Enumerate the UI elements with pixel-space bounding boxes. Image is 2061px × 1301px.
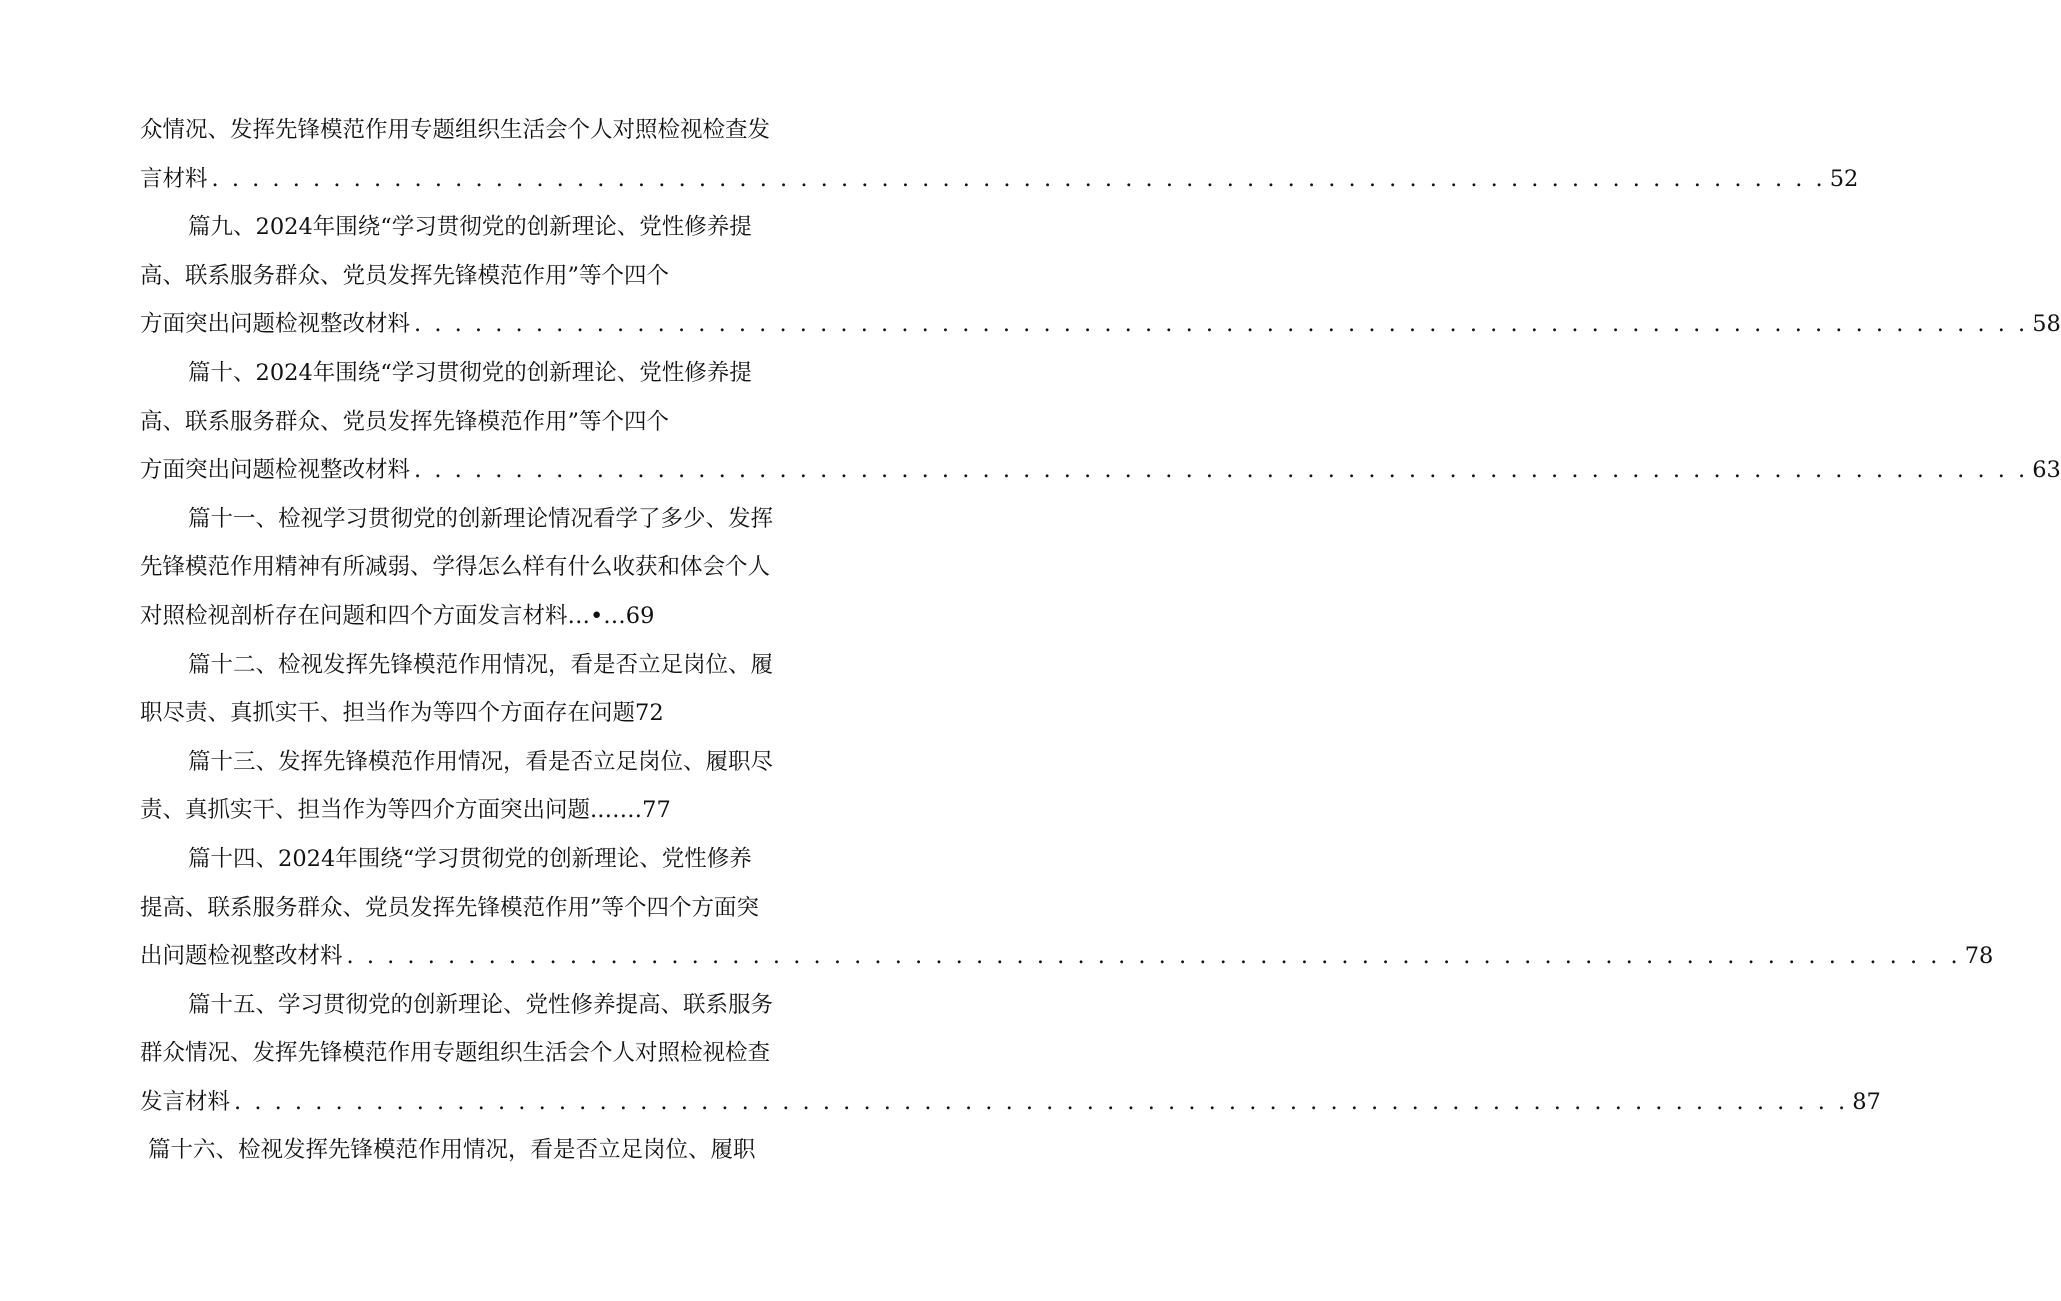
toc-entry-line: 高、联系服务群众、党员发挥先锋模范作用”等个四个 [140, 262, 670, 289]
toc-entry[interactable] [140, 738, 788, 835]
page-number: 52 [1829, 165, 1859, 192]
toc-entry-line: 篇九、2024年围绕“学习贯彻党的创新理论、党性修养提 [188, 214, 752, 241]
toc-entry-line: 篇十、2024年围绕“学习贯彻党的创新理论、党性修养提 [188, 359, 752, 386]
toc-entry-title-end: 方面突出问题检视整改材料 [140, 311, 411, 338]
toc-entry-line: 篇十六、检视发挥先锋模范作用情况，看是否立足岗位、履职 [148, 1137, 756, 1164]
toc-entry[interactable] [140, 349, 2061, 495]
toc-entry-line: 对照检视剖析存在问题和四个方面发言材料…•…69 [140, 602, 655, 629]
page-number: 78 [1964, 943, 1994, 970]
toc-entry-leader-line [140, 300, 2061, 349]
toc-entry-line: 责、真抓实干、担当作为等四介方面突出问题.……77 [140, 797, 671, 824]
table-of-contents [140, 106, 2061, 1175]
toc-entry[interactable] [140, 203, 2061, 349]
dot-leader: . . . . . . . . . . . . . . . . . . . . . . . . . . . . . . . . . . . . . . . . . . . . . . . . . . . . . . . . . . . . . . . . . . . . . . . . . . . . . . . . [211, 165, 1826, 192]
toc-entry-title-end: 言材料 [140, 165, 208, 192]
toc-entry-title-end: 方面突出问题检视整改材料 [140, 457, 411, 484]
toc-entry-line: 众情况、发挥先锋模范作用专题组织生活会个人对照检视检查发 [140, 117, 771, 143]
toc-entry-line: 提高、联系服务群众、党员发挥先锋模范作用”等个四个方面突 [140, 894, 760, 921]
toc-entry-line: 篇十二、检视发挥先锋模范作用情况，看是否立足岗位、履 [188, 651, 774, 678]
dot-leader: . . . . . . . . . . . . . . . . . . . . . . . . . . . . . . . . . . . . . . . . . . . . . . . . . . . . . . . . . . . . . . . . . . . . . . . . . . . . . . . . [414, 311, 2029, 338]
toc-entry-line: 篇十三、发挥先锋模范作用情况，看是否立足岗位、履职尽 [188, 748, 774, 775]
toc-entry-line: 篇十四、2024年围绕“学习贯彻党的创新理论、党性修养 [188, 845, 752, 872]
toc-entry[interactable] [140, 981, 1881, 1127]
toc-entry-leader-line [140, 446, 2061, 495]
page-number: 63 [2032, 457, 2061, 484]
toc-entry-line: 篇十一、检视学习贯彻党的创新理论情况看学了多少、发挥 [188, 505, 774, 532]
toc-entry-title-end: 出问题检视整改材料 [140, 943, 343, 970]
toc-entry[interactable] [140, 1126, 788, 1175]
toc-entry-line: 篇十五、学习贯彻党的创新理论、党性修养提高、联系服务 [188, 991, 774, 1018]
toc-entry-leader-line [140, 1078, 1881, 1127]
dot-leader: . . . . . . . . . . . . . . . . . . . . . . . . . . . . . . . . . . . . . . . . . . . . . . . . . . . . . . . . . . . . . . . . . . . . . . . . . . . . . . . . [346, 943, 1961, 970]
page-number: 87 [1852, 1088, 1881, 1115]
dot-leader: . . . . . . . . . . . . . . . . . . . . . . . . . . . . . . . . . . . . . . . . . . . . . . . . . . . . . . . . . . . . . . . . . . . . . . . . . . . . . . . . [414, 457, 2029, 484]
toc-entry[interactable] [140, 495, 788, 641]
toc-entry[interactable] [140, 641, 788, 738]
toc-entry-line: 群众情况、发挥先锋模范作用专题组织生活会个人对照检视检查 [140, 1040, 771, 1067]
toc-entry-title-end: 发言材料 [140, 1088, 231, 1115]
toc-entry-line: 高、联系服务群众、党员发挥先锋模范作用”等个四个 [140, 408, 670, 435]
dot-leader: . . . . . . . . . . . . . . . . . . . . . . . . . . . . . . . . . . . . . . . . . . . . . . . . . . . . . . . . . . . . . . . . . . . . . . . . . . . . . . . . [234, 1088, 1849, 1115]
toc-entry[interactable] [140, 835, 1994, 981]
toc-entry[interactable] [140, 106, 1859, 203]
page-number: 58 [2032, 311, 2061, 338]
toc-entry-leader-line [140, 932, 1994, 981]
toc-entry-leader-line [140, 155, 1859, 204]
toc-entry-line: 职尽责、真抓实干、担当作为等四个方面存在问题72 [140, 700, 664, 727]
toc-entry-line: 先锋模范作用精神有所减弱、学得怎么样有什么收获和体会个人 [140, 554, 771, 581]
